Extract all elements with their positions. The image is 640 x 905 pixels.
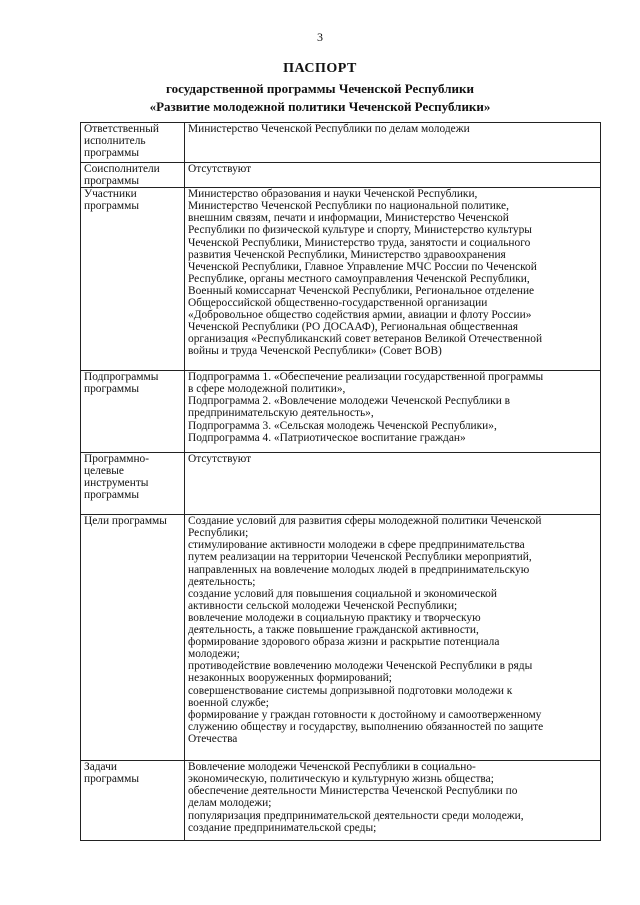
row-label: Ответственный исполнитель программы [81,123,185,163]
row-value: Отсутствуют [185,453,601,515]
table-row-subprograms [81,371,601,453]
row-value: Вовлечение молодежи Чеченской Республики в социально- экономическую, политическую и культурную жизнь общества; обеспечение деятельности Министерства Чеченской Республики по делам молодежи; популяризация предпринимательской деятельности среди молодежи, создание предпринимательской среды; [185,761,601,841]
row-value: Подпрограмма 1. «Обеспечение реализации государственной программы в сфере молодежной политики», Подпрограмма 2. «Вовлечение молодежи Чеченской Республики в предпринимательскую деятельность», Подпрограмма 3. «Сельская молодежь Чеченской Республики», Подпрограмма 4. «Патриотическое воспитание граждан» [185,371,601,453]
table-row-participants [81,188,601,371]
document-subtitle-line-2: «Развитие молодежной политики Чеченской Республики» [149,99,491,114]
row-label: Соисполнители программы [81,163,185,188]
document-header [0,60,640,114]
page-number: 3 [317,30,323,44]
row-label: Задачи программы [81,761,185,841]
document-subtitle-line-1: государственной программы Чеченской Республики [166,81,474,96]
document-title: ПАСПОРТ [283,61,357,76]
row-label: Подпрограммы программы [81,371,185,453]
passport-table [80,122,601,841]
row-value: Министерство Чеченской Республики по делам молодежи [185,123,601,163]
row-label: Программно- целевые инструменты программы [81,453,185,515]
table-row-co-executors [81,163,601,188]
table-row-program-target-instruments [81,453,601,515]
row-value: Министерство образования и науки Чеченской Республики, Министерство Чеченской Республики по национальной политике, внешним связям, печати и информации, Министерство Чеченской Республики по физической культуре и спорту, Министерство культуры Чеченской Республики, Министерство труда, занятости и социального развития Чеченской Республики, Министерство здравоохранения Чеченской Республики, Главное Управление МЧС России по Чеченской Республике, органы местного самоуправления Чеченской Республики, Военный комиссарнат Чеченской Республики, Региональное отделение Общероссийской общественно-государственной организации «Добровольное общество содействия армии, авиации и флоту России» Чеченской Республики (РО ДОСААФ), Региональная общественная организация «Республиканский совет ветеранов Великой Отечественной войны и труда Чеченской Республики» (Совет ВОВ) [185,188,601,371]
table-row-responsible-executor [81,123,601,163]
row-label: Цели программы [81,515,185,761]
table-row-program-goals [81,515,601,761]
row-value: Отсутствуют [185,163,601,188]
row-value: Создание условий для развития сферы молодежной политики Чеченской Республики; стимулирование активности молодежи в сфере предпринимательства путем реализации на территории Чеченской Республики мероприятий, направленных на вовлечение молодых людей в предпринимательскую деятельность; создание условий для повышения социальной и экономической активности сельской молодежи Чеченской Республики; вовлечение молодежи в социальную практику и творческую деятельность, а также повышение гражданской активности, формирование здорового образа жизни и раскрытие потенциала молодежи; противодействие вовлечению молодежи Чеченской Республики в ряды незаконных вооруженных формирований; совершенствование системы допризывной подготовки молодежи к военной службе; формирование у граждан готовности к достойному и самоотверженному служению обществу и государству, выполнению обязанностей по защите Отечества [185,515,601,761]
table-row-program-tasks [81,761,601,841]
row-label: Участники программы [81,188,185,371]
